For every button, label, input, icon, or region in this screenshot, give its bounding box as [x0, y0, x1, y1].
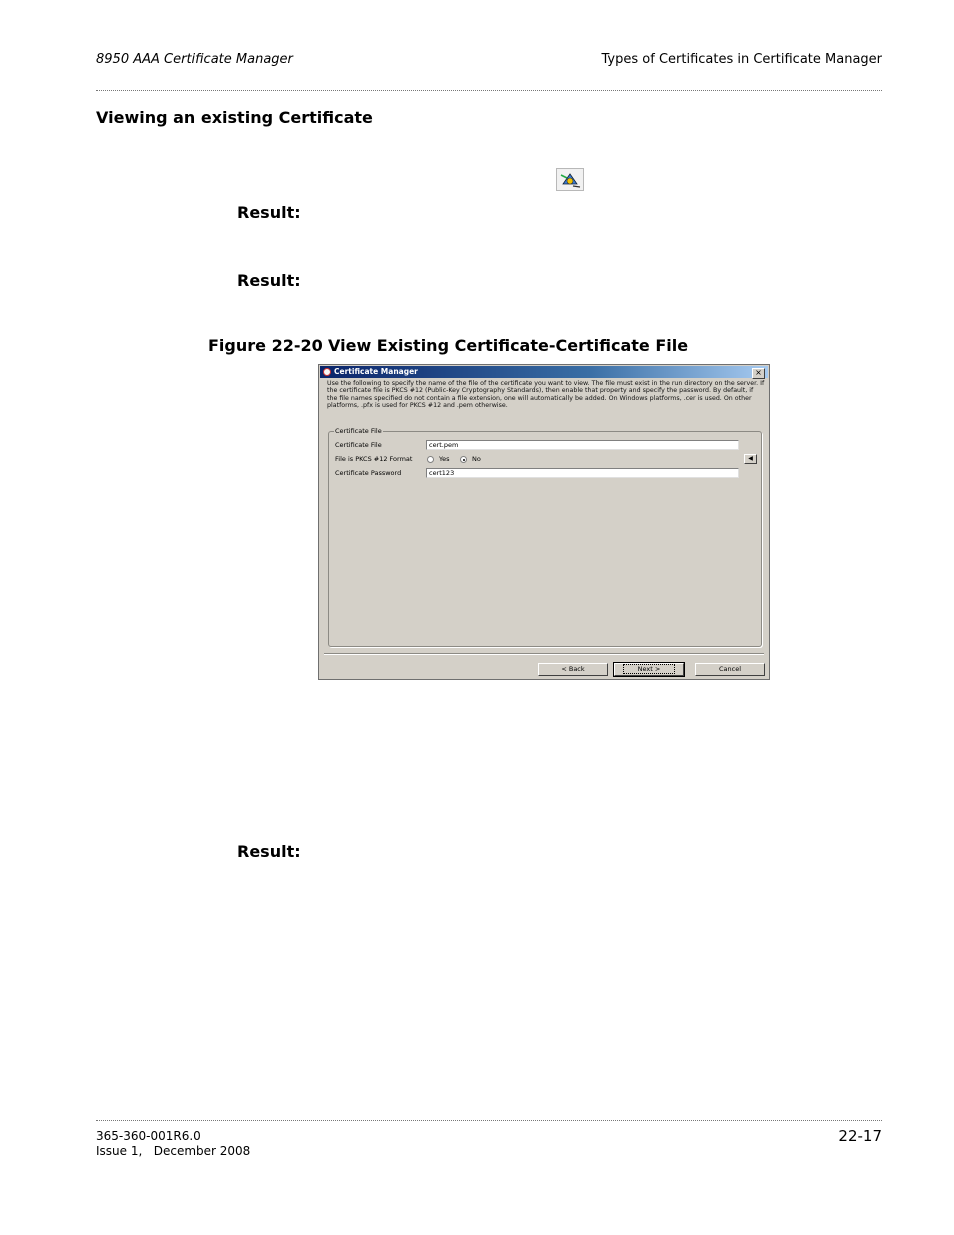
certificate-file-label: Certificate File — [335, 441, 382, 449]
header-divider — [96, 90, 882, 91]
cancel-button[interactable]: Cancel — [695, 663, 765, 676]
pkcs-no-radio[interactable] — [460, 456, 467, 463]
back-button[interactable]: < Back — [538, 663, 608, 676]
group-label: Certificate File — [335, 427, 382, 435]
pkcs-format-label: File is PKCS #12 Format — [335, 455, 413, 463]
next-button[interactable] — [614, 663, 684, 676]
certificate-file-input[interactable]: cert.pem — [426, 440, 739, 450]
section-title: Viewing an existing Certificate — [96, 108, 373, 127]
next-button-label: Next > — [623, 664, 676, 674]
close-icon[interactable]: × — [752, 368, 765, 379]
certificate-manager-dialog — [318, 364, 770, 680]
certificate-password-input[interactable]: cert123 — [426, 468, 739, 478]
button-divider — [324, 653, 764, 655]
pkcs-yes-radio[interactable] — [427, 456, 434, 463]
result-label: Result: — [237, 842, 301, 861]
header-chapter-title: Types of Certificates in Certificate Manager — [601, 52, 882, 67]
certificate-password-label: Certificate Password — [335, 469, 402, 477]
issue-date: Issue 1, December 2008 — [96, 1144, 251, 1158]
figure-number: Figure 22-20 — [208, 336, 323, 355]
figure-title: View Existing Certificate-Certificate File — [328, 336, 689, 355]
header-doc-title: 8950 AAA Certificate Manager — [96, 52, 293, 67]
footer-divider — [96, 1120, 882, 1121]
result-label: Result: — [237, 271, 301, 290]
view-certificate-toolbar-icon — [556, 168, 584, 191]
dialog-title: Certificate Manager — [334, 367, 418, 376]
figure-caption — [208, 336, 688, 355]
doc-number: 365-360-001R6.0 — [96, 1129, 201, 1143]
app-icon — [323, 368, 331, 376]
footer-info — [96, 1129, 250, 1159]
dialog-title-bar[interactable] — [320, 366, 768, 378]
page-number: 22-17 — [838, 1127, 882, 1145]
dialog-description: Use the following to specify the name of the file of the certificate you want to view. The file must exist in the run directory on the server. If the certificate file is PKCS #12 (Public-Key Cryptography Standards), then enable that property and specify the password. By default, if the file names specified do not contain a file extension, one will automatically be added. On Windows platforms, .cer is used. On other platforms, .pfx is used for PKCS #12 and .pem otherwise. — [327, 380, 765, 410]
scroll-left-icon[interactable]: ◀ — [744, 454, 757, 464]
result-label: Result: — [237, 203, 301, 222]
pkcs-no-label: No — [472, 455, 481, 463]
certificate-file-group — [328, 427, 762, 647]
pkcs-yes-label: Yes — [439, 455, 450, 463]
